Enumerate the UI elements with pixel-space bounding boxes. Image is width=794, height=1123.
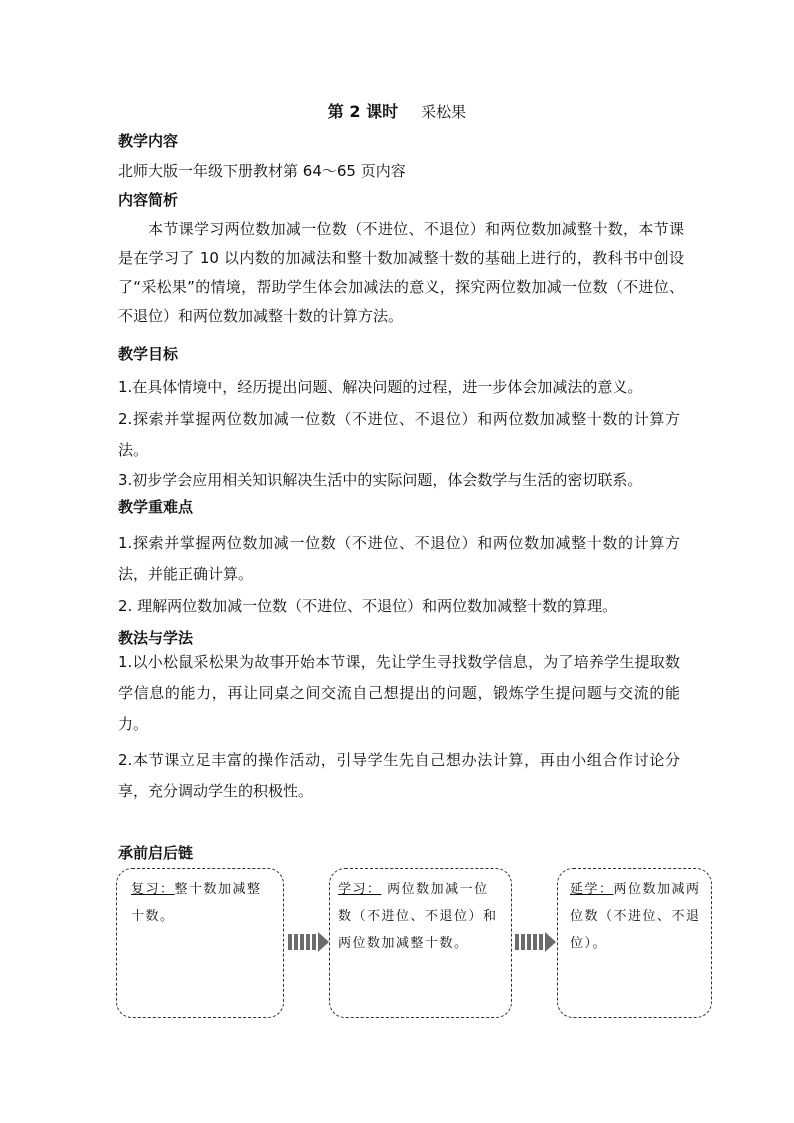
key-point-item-2: 2. 理解两位数加减一位数（不进位、不退位）和两位数加减整十数的算理。 (118, 597, 618, 615)
review-label: 复习： (131, 882, 175, 897)
learn-text: 两位数加减一位数（不进位、不退位）和两位数加减整十数。 (338, 882, 498, 951)
objective-item-2: 2.探索并掌握两位数加减一位数（不进位、不退位）和两位数加减整十数的计算方法。 (118, 410, 680, 459)
methods-heading: 教法与学法 (118, 629, 194, 647)
learn-box (329, 868, 512, 1018)
objective-item-3: 3.初步学会应用相关知识解决生活中的实际问题，体会数学与生活的密切联系。 (118, 471, 643, 489)
learn-label: 学习： (338, 882, 382, 897)
content-analysis-heading: 内容简析 (118, 191, 179, 209)
chain-heading: 承前启后链 (118, 844, 194, 862)
teaching-content-heading: 教学内容 (118, 132, 179, 150)
objectives-heading: 教学目标 (118, 345, 179, 363)
key-point-item-1: 1.探索并掌握两位数加减一位数（不进位、不退位）和两位数加减整十数的计算方法，并能正确计算。 (118, 534, 680, 583)
extend-text: 两位数加减两位数（不进位、不退位）。 (570, 882, 701, 951)
content-analysis-text: 本节课学习两位数加减一位数（不进位、不退位）和两位数加减整十数，本节课是在学习了 10 以内数的加减法和整十数加减整十数的基础上进行的，教科书中创设了“采松果”的情境，帮助学生体会加减法的意义，探究两位数加减一位数（不进位、不退位）和两位数加减整十数的计算方法。 (118, 220, 684, 325)
lesson-number: 第 2 课时 (327, 102, 399, 121)
lesson-topic: 采松果 (421, 103, 467, 121)
arrow-right-icon (515, 932, 556, 952)
extend-box (557, 868, 712, 1018)
method-item-1: 1.以小松鼠采松果为故事开始本节课，先让学生寻找数学信息，为了培养学生提取数学信息的能力，再让同桌之间交流自己想提出的问题，锻炼学生提问题与交流的能力。 (118, 653, 680, 733)
teaching-content-text: 北师大版一年级下册教材第 64～65 页内容 (118, 162, 406, 180)
extend-label: 延学： (570, 882, 614, 897)
key-points-heading: 教学重难点 (118, 498, 194, 516)
arrow-right-icon (288, 932, 329, 952)
lesson-title (0, 99, 794, 122)
review-box (116, 868, 284, 1018)
objective-item-1: 1.在具体情境中，经历提出问题、解决问题的过程，进一步体会加减法的意义。 (118, 378, 643, 396)
method-item-2: 2.本节课立足丰富的操作活动，引导学生先自己想办法计算，再由小组合作讨论分享，充分调动学生的积极性。 (118, 751, 680, 800)
review-text: 整十数加减整十数。 (131, 882, 262, 924)
